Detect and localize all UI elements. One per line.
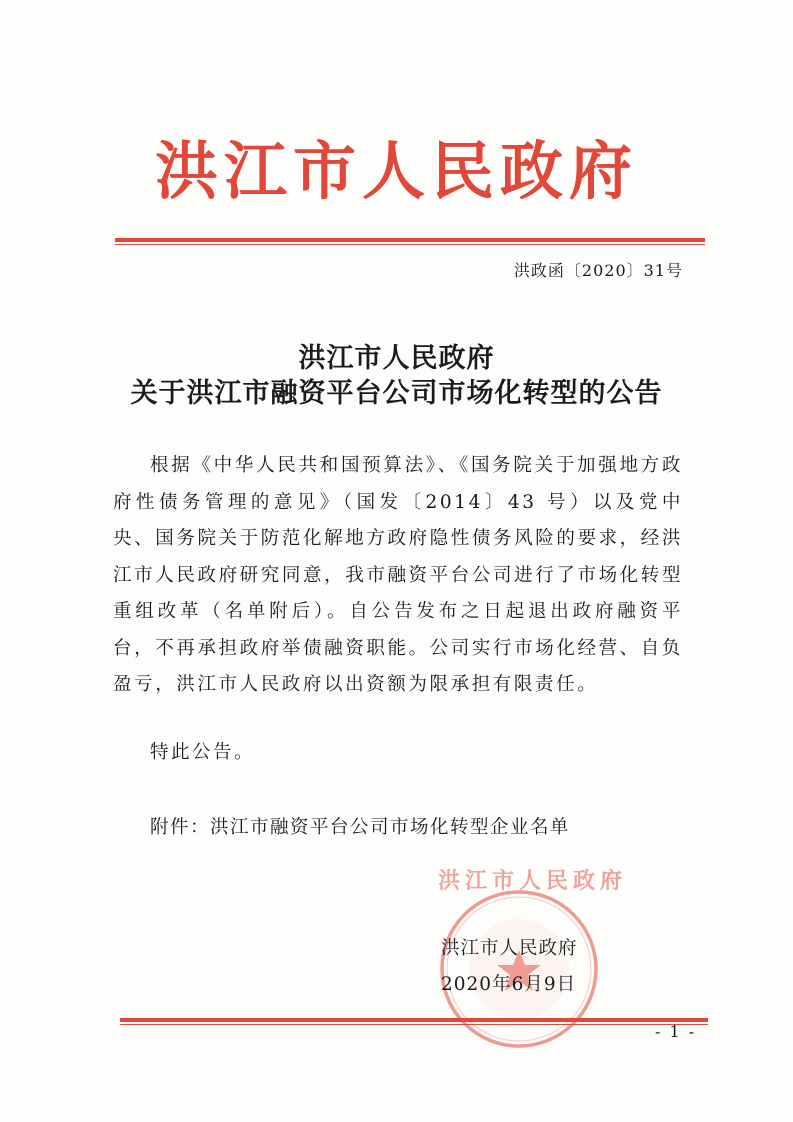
masthead-title: 洪江市人民政府 (155, 135, 638, 208)
footer-red-rule-thin (120, 1024, 708, 1025)
signing-date: 2020年6月9日 (441, 974, 577, 995)
header-red-rule-thin (115, 244, 705, 245)
title-line-1: 洪江市人民政府 (298, 343, 495, 374)
document-number: 洪政函〔2020〕31号 (513, 261, 683, 280)
signer-name: 洪江市人民政府 (441, 938, 578, 959)
body-paragraph: 根据《中华人民共和国预算法》、《国务院关于加强地方政府性债务管理的意见》（国发〔2014〕43 号）以及党中央、国务院关于防范化解地方政府隐性债务风险的要求，经洪江市人民政府研究同意，我市融资平台公司进行了市场化转型重组改革（名单附后）。自公告发布之日起退出政府融资平台，不再承担政府举债融资职能。公司实行市场化经营、自负盈亏，洪江市人民政府以出资额为限承担有限责任。 (113, 455, 683, 695)
title-line-2: 关于洪江市融资平台公司市场化转型的公告 (130, 378, 663, 409)
seal-text: 洪江市人民政府 (438, 869, 628, 894)
official-seal-icon (438, 869, 628, 1050)
footer-red-rule-thick (120, 1018, 708, 1022)
attachment-line: 附件：洪江市融资平台公司市场化转型企业名单 (150, 817, 571, 838)
closing-text: 特此公告。 (150, 742, 256, 763)
page-number: - 1 - (655, 1022, 697, 1041)
header-red-rule-thick (115, 238, 705, 242)
